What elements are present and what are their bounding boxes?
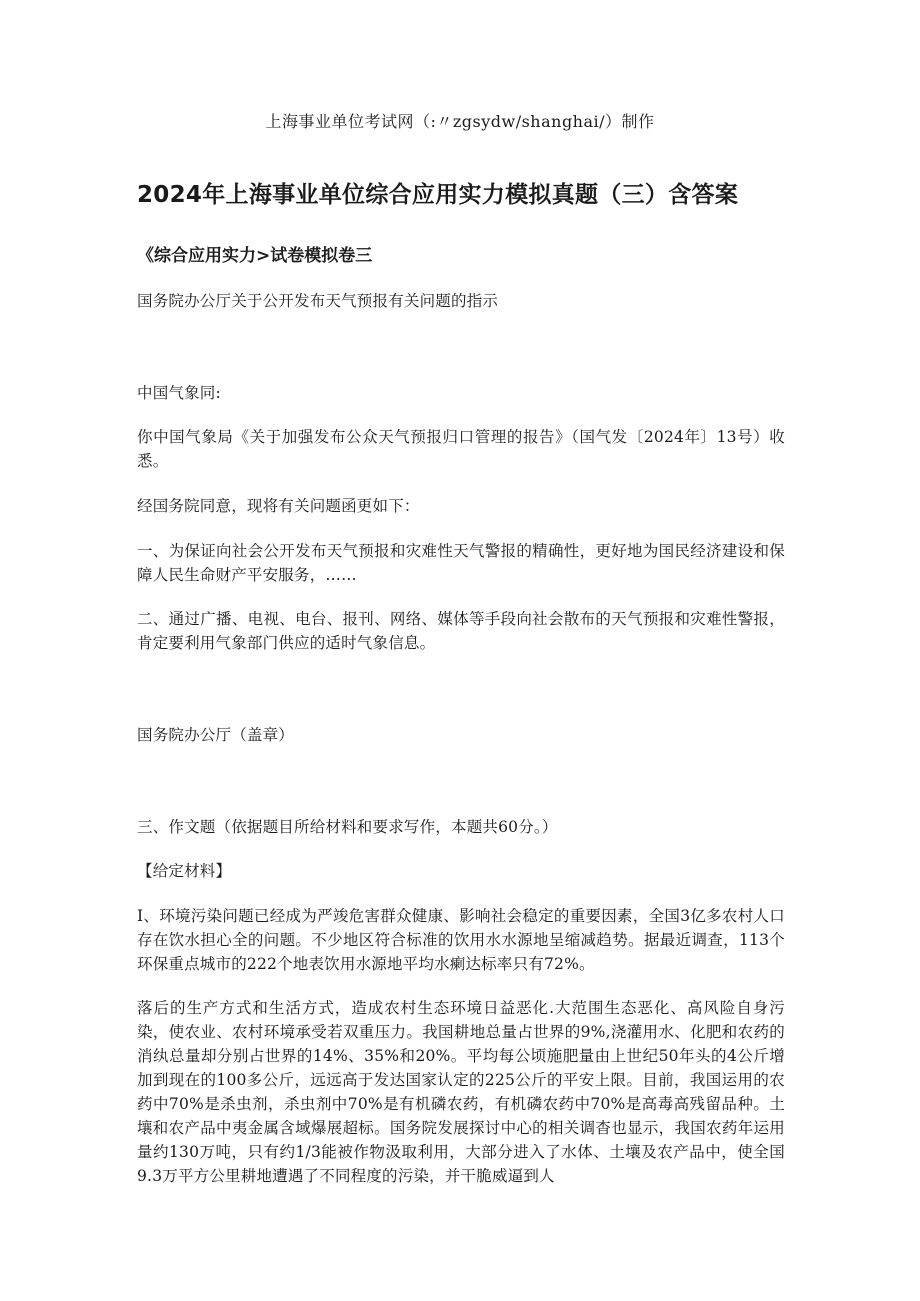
document-subtitle: 《综合应用实力>试卷模拟卷三 <box>137 246 373 266</box>
material-paragraph: 落后的生产方式和生活方式，造成农村生态环境日益恶化.大范围生态恶化、高风险自身污染，使农业、农村环境承受若双重压力。我国耕地总量占世界的9%,浇灌用水、化肥和农药的消纨总量却分别占世界的14%、35%和20%。平均每公顷施肥量由上世纪50年头的4公斤增加到现在的100多公斤，远远高于发达国家认定的225公斤的平安上限。目前，我国运用的农药中70%是杀虫剂，杀虫剂中70%是有机磷农药，有机磷农药中70%是高毒高残留品种。土壤和农产品中夷金属含域爆展超标。国务院发展探讨中心的相关调杳也显示，我国农药年运用量约130万吨，只有约1/3能被作物汲取利用，大部分进入了水体、土壤及农产品中，使全国9.3万平方公里耕地遭遇了不同程度的污染，并干脆威逼到人 <box>137 999 785 1185</box>
materials-heading: 【给定材料】 <box>137 862 232 880</box>
page-header: 上海事业单位考试网（:〃zgsydw/shanghai/）制作 <box>265 112 655 131</box>
section-three-heading: 三、作文题（依据题目所给材料和要求写作，本题共60分。） <box>137 818 558 836</box>
body-paragraph: 一、为保证向社会公开发布天气预报和灾难性天气警报的精确性，更好地为国民经济建设和保障人民生命财产平安服务，…… <box>137 542 785 584</box>
document-title: 2024年上海事业单位综合应用实力模拟真题（三）含答案 <box>137 182 739 208</box>
material-paragraph: I、环境污染问题已经成为严竣危害群众健康、影响社会稳定的重要因素，全国3亿多农村人口存在饮水担心全的问题。不少地区符合标准的饮用水水源地呈缩减趋势。据最近调查，113个环保重点城市的222个地表饮用水源地平均水瘌达标率只有72%。 <box>137 907 785 973</box>
body-paragraph: 你中国气象局《关于加强发布公众天气预报归口管理的报告》（国气发〔2024年〕13号）收悉。 <box>137 428 785 470</box>
notice-title: 国务院办公厅关于公开发布天气预报有关问题的指示 <box>137 292 499 310</box>
body-paragraph: 二、通过广播、电视、电台、报刊、网络、媒体等手段向社会散布的天气预报和灾难性警报，肯定要利用气象部门供应的适时气象信息。 <box>137 610 785 652</box>
signature: 国务院办公厅（盖章） <box>137 726 295 744</box>
body-paragraph: 经国务院同意，现将有关问题函更如下： <box>137 497 420 515</box>
salutation: 中国气象同: <box>137 384 221 402</box>
